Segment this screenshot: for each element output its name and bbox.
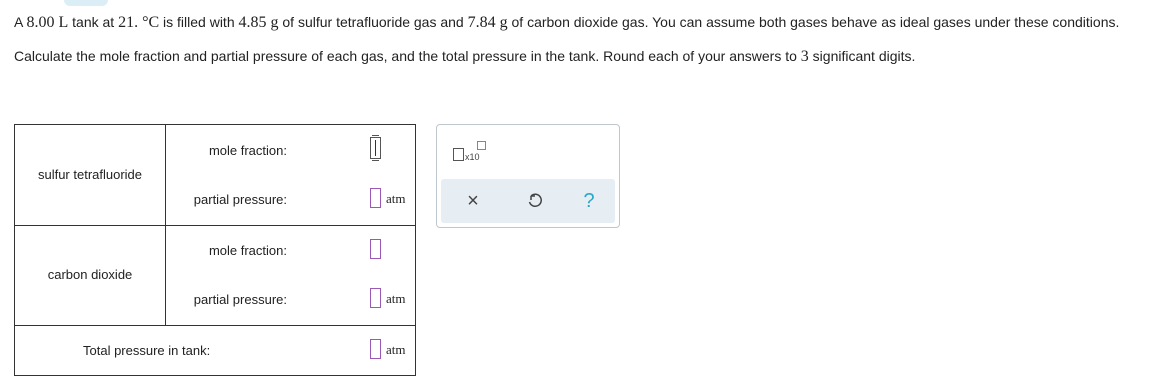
co2-partial-pressure-input[interactable] bbox=[370, 288, 381, 308]
unit-label: atm bbox=[386, 191, 406, 206]
text-cursor bbox=[375, 140, 376, 156]
problem-paragraph-2: Calculate the mole fraction and partial pressure of each gas, and the total pressure in the tank. Round each of your answers to 3 significant digits. bbox=[14, 48, 916, 65]
co2-mole-fraction-input[interactable] bbox=[370, 239, 381, 259]
gas-name-carbon-dioxide: carbon dioxide bbox=[47, 267, 133, 282]
scientific-notation-icon[interactable]: x10 bbox=[453, 141, 493, 165]
problem-statement bbox=[14, 12, 1164, 67]
help-icon[interactable]: ? bbox=[583, 190, 595, 212]
total-pressure-input[interactable] bbox=[370, 339, 381, 359]
partial-pressure-label: partial pressure: bbox=[193, 292, 287, 307]
unit-label: atm bbox=[386, 342, 406, 357]
sulfur-tetrafluoride-row bbox=[15, 125, 415, 226]
answer-toolbox bbox=[436, 124, 620, 228]
clear-icon[interactable]: × bbox=[467, 190, 479, 212]
unit-label: atm bbox=[386, 291, 406, 306]
sf4-partial-pressure-input[interactable] bbox=[370, 188, 381, 208]
gas-name-sulfur-tetrafluoride: sulfur tetrafluoride bbox=[37, 167, 143, 182]
sf4-mole-fraction-input[interactable] bbox=[370, 137, 381, 159]
mole-fraction-label: mole fraction: bbox=[208, 243, 287, 258]
mole-fraction-label: mole fraction: bbox=[208, 143, 287, 158]
toolbox-actions bbox=[441, 179, 615, 223]
total-pressure-label: Total pressure in tank: bbox=[83, 343, 211, 358]
total-pressure-row bbox=[15, 325, 415, 375]
undo-icon[interactable] bbox=[521, 187, 549, 215]
answer-table bbox=[14, 124, 416, 376]
partial-pressure-label: partial pressure: bbox=[193, 192, 287, 207]
carbon-dioxide-row bbox=[15, 225, 415, 326]
top-tab-indicator bbox=[64, 0, 108, 6]
problem-paragraph-1: A 8.00 L tank at 21. °C is filled with 4.85 g of sulfur tetrafluoride gas and 7.84 g of carbon dioxide gas. You can assume both gases behave as ideal gases under these conditions. bbox=[14, 14, 1120, 31]
